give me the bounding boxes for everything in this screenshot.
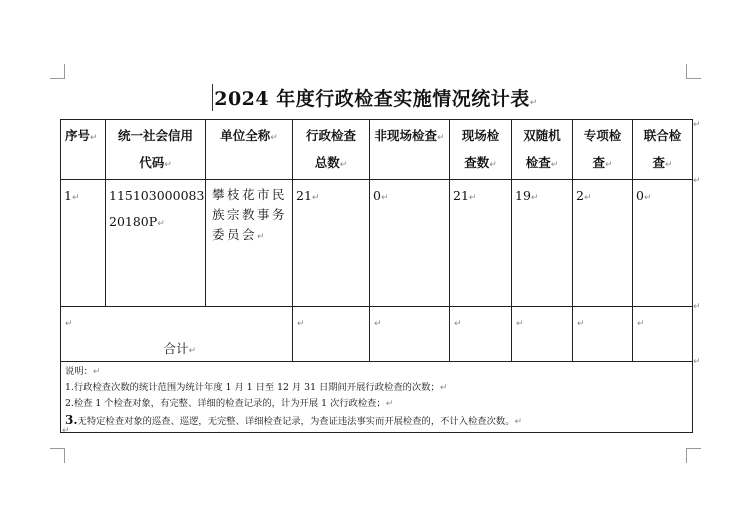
header-double-random[interactable]: 双随机 检查↵ — [512, 120, 573, 180]
cell-non-onsite[interactable]: 0↵ — [370, 180, 450, 307]
document-title[interactable]: 2024 年度行政检查实施情况统计表↵ — [212, 84, 538, 111]
total-row — [61, 307, 693, 362]
header-non-onsite[interactable]: 非现场检查↵ — [370, 120, 450, 180]
table-row — [61, 180, 693, 307]
cell-joint[interactable]: 0↵ — [633, 180, 693, 307]
total-cell-joint[interactable]: ↵ — [633, 307, 693, 362]
trailing-paragraph-mark: ↵ — [62, 426, 70, 436]
cell-seq[interactable]: 1↵ — [61, 180, 106, 307]
total-label-cell[interactable]: ↵ 合计↵ — [61, 307, 293, 362]
note-2: 2.检查 1 个检查对象，有完整、详细的检查记录的，计为开展 1 次行政检查；↵ — [65, 398, 394, 409]
total-cell-special[interactable]: ↵ — [573, 307, 633, 362]
row-end-mark: ↵ — [693, 120, 701, 130]
cell-onsite[interactable]: 21↵ — [450, 180, 512, 307]
total-cell-double-random[interactable]: ↵ — [512, 307, 573, 362]
cell-total[interactable]: 21↵ — [293, 180, 370, 307]
margin-corner-bottom-right — [686, 448, 701, 463]
total-cell-total[interactable]: ↵ — [293, 307, 370, 362]
header-seq[interactable]: 序号↵ — [61, 120, 106, 180]
notes-heading: 说明：↵ — [65, 366, 101, 377]
notes-cell[interactable] — [61, 362, 693, 433]
notes-row — [61, 362, 693, 433]
header-total-inspections[interactable]: 行政检查 总数↵ — [293, 120, 370, 180]
header-credit-code[interactable]: 统一社会信用 代码↵ — [106, 120, 206, 180]
cell-double-random[interactable]: 19↵ — [512, 180, 573, 307]
margin-corner-top-right — [686, 64, 701, 79]
cell-credit-code[interactable]: 115103000083 20180P↵ — [106, 180, 206, 307]
statistics-table — [60, 119, 693, 433]
row-end-mark: ↵ — [693, 302, 701, 312]
total-cell-non-onsite[interactable]: ↵ — [370, 307, 450, 362]
cell-unit-name[interactable]: 攀枝花市民 族宗教事务 委员会↵ — [206, 180, 293, 307]
row-end-mark: ↵ — [693, 176, 701, 186]
header-unit-name[interactable]: 单位全称↵ — [206, 120, 293, 180]
total-label: 合计↵ — [163, 341, 196, 356]
header-special[interactable]: 专项检 查↵ — [573, 120, 633, 180]
note-3: 3.无特定检查对象的巡查、巡逻，无完整、详细检查记录，为查证违法事实而开展检查的，不计入检查次数。↵ — [65, 413, 523, 427]
margin-corner-top-left — [50, 64, 65, 79]
header-row — [61, 120, 693, 180]
cell-special[interactable]: 2↵ — [573, 180, 633, 307]
margin-corner-bottom-left — [50, 448, 65, 463]
header-onsite[interactable]: 现场检 查数↵ — [450, 120, 512, 180]
title-wrap — [0, 84, 750, 111]
total-cell-onsite[interactable]: ↵ — [450, 307, 512, 362]
header-joint[interactable]: 联合检 查↵ — [633, 120, 693, 180]
row-end-mark: ↵ — [693, 357, 701, 367]
note-1: 1.行政检查次数的统计范围为统计年度 1 月 1 日至 12 月 31 日期间开展行政检查的次数；↵ — [65, 382, 448, 393]
